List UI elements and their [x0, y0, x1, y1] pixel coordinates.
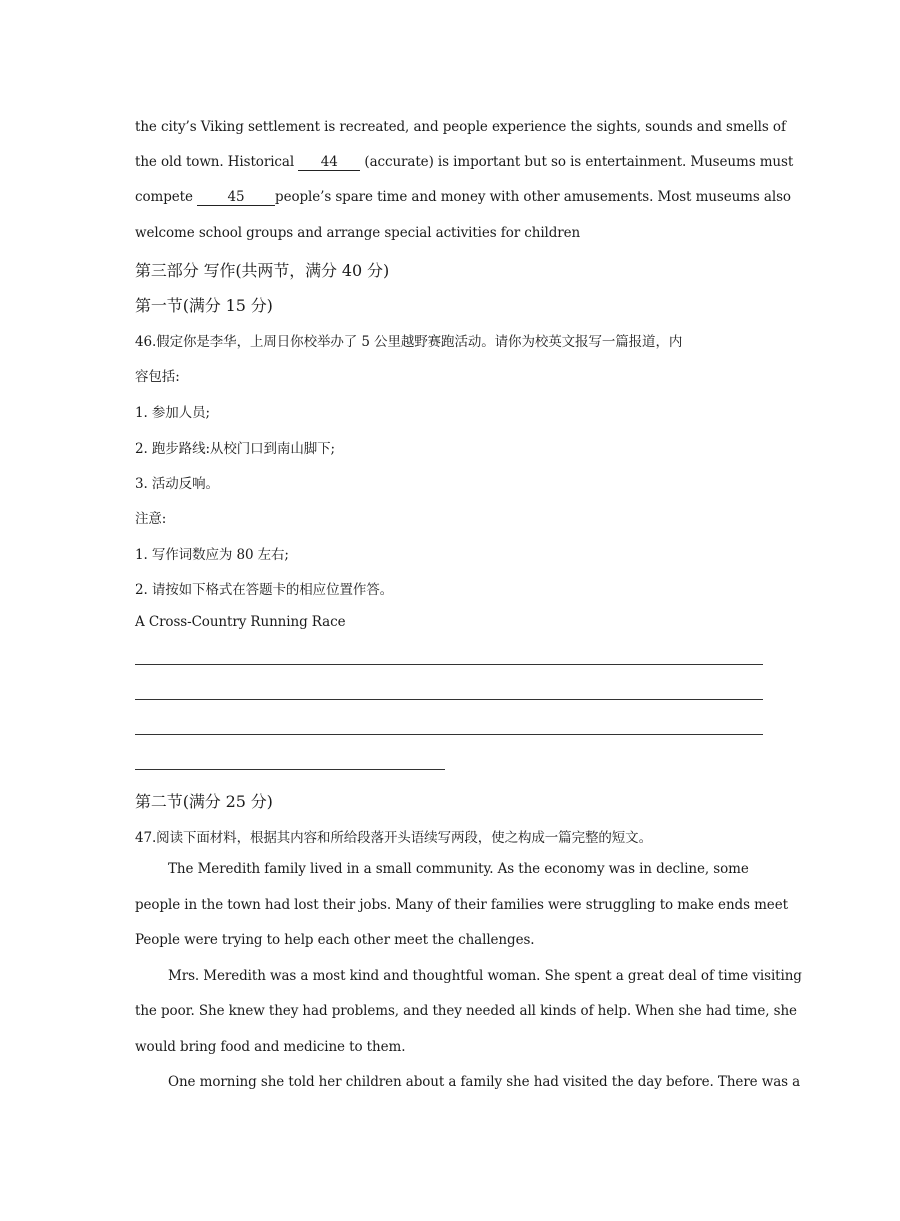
answer-blank-45[interactable]: 45: [197, 190, 275, 206]
story-line: One morning she told her children about a family she had visited the day before. There was a: [168, 1074, 801, 1090]
note-item: 2. 请按如下格式在答题卡的相应位置作答。: [135, 582, 394, 598]
answer-blank-44[interactable]: 44: [298, 155, 360, 171]
section-heading: 第一节(满分 15 分): [135, 296, 273, 315]
passage-text: (accurate) is important but so is entertainment. Museums must: [360, 154, 794, 170]
passage-text: people’s spare time and money with other amusements. Most museums also: [275, 189, 791, 205]
content-item: 1. 参加人员;: [135, 405, 210, 421]
story-line: People were trying to help each other meet the challenges.: [135, 932, 535, 948]
part-heading: 第三部分 写作(共两节，满分 40 分): [135, 261, 390, 280]
writing-line[interactable]: [135, 769, 445, 770]
essay-title: A Cross-Country Running Race: [135, 614, 346, 630]
story-line: Mrs. Meredith was a most kind and thoughtful woman. She spent a great deal of time visiting: [168, 968, 802, 984]
story-line: people in the town had lost their jobs. Many of their families were struggling to make ends meet: [135, 897, 788, 913]
writing-line[interactable]: [135, 664, 763, 665]
story-line: The Meredith family lived in a small community. As the economy was in decline, some: [168, 861, 749, 877]
story-line: would bring food and medicine to them.: [135, 1039, 406, 1055]
passage-line: welcome school groups and arrange special activities for children: [135, 225, 581, 241]
section-heading: 第二节(满分 25 分): [135, 792, 273, 811]
passage-line: [135, 189, 791, 206]
content-item: 2. 跑步路线:从校门口到南山脚下;: [135, 441, 335, 457]
writing-line[interactable]: [135, 734, 763, 735]
passage-line: the city’s Viking settlement is recreated, and people experience the sights, sounds and smells of: [135, 119, 786, 135]
note-label: 注意:: [135, 511, 167, 527]
passage-text: the old town. Historical: [135, 154, 299, 170]
content-item: 3. 活动反响。: [135, 476, 219, 492]
writing-line[interactable]: [135, 699, 763, 700]
question-46-cont: 容包括:: [135, 369, 180, 385]
passage-line: [135, 154, 793, 171]
passage-text: compete: [135, 189, 198, 205]
question-46: 46.假定你是李华，上周日你校举办了 5 公里越野赛跑活动。请你为校英文报写一篇报道，内: [135, 334, 683, 350]
question-47: 47.阅读下面材料，根据其内容和所给段落开头语续写两段，使之构成一篇完整的短文。: [135, 830, 652, 846]
story-line: the poor. She knew they had problems, and they needed all kinds of help. When she had time, she: [135, 1003, 797, 1019]
note-item: 1. 写作词数应为 80 左右;: [135, 547, 289, 563]
